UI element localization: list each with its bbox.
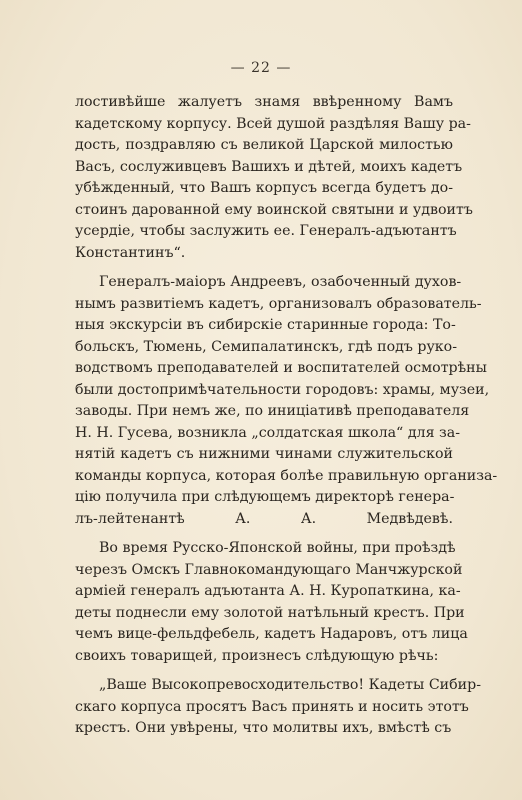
text-line: цiю получила при слѣдующемъ директорѣ генера- [75, 489, 455, 505]
text-line: Во время Русско-Японской войны, при проѣздѣ [99, 540, 456, 556]
text-line: деты поднесли ему золотой натѣльный крестъ. При [75, 604, 465, 621]
text-line: ныя экскурсiи въ сибирскiе старинные города: То- [75, 317, 456, 333]
text-line: заводы. При немъ же, по иницiативѣ преподавателя [75, 403, 470, 419]
text-line: усердiе, чтобы заслужить ее. Генералъ-адъютантъ [75, 223, 457, 239]
page-number: — 22 — [230, 60, 292, 76]
text-line: „Ваше Высокопревосходительство! Кадеты Сибир- [99, 677, 482, 693]
text-line: команды корпуса, которая болѣе правильную организа- [75, 467, 498, 484]
text-line: были достопримѣчательности городовъ: храмы, музеи, [75, 381, 490, 398]
paragraph-3 [75, 538, 468, 667]
text-line: больскъ, Тюмень, Семипалатинскъ, гдѣ подъ руко- [75, 338, 458, 355]
text-line: дость, поздравляю съ великой Царской милостью [75, 137, 453, 153]
text-line: Константинъ“. [75, 244, 186, 261]
text-line: своихъ товарищей, произнесъ слѣдующую рѣчь: [75, 647, 439, 664]
text-line: черезъ Омскъ Главнокомандующаго Манчжурской [75, 561, 463, 578]
paragraph-1 [75, 92, 473, 264]
text-line: скаго корпуса просятъ Васъ принять и носить этотъ [75, 698, 469, 715]
text-line: лостивѣйше жалуетъ знамя ввѣренному Вамъ [75, 94, 453, 110]
text-line: кадетскому корпусу. Всей душой раздѣляя Вашу ра- [75, 115, 471, 132]
text-line: лъ-лейтенантѣ А. А. Медвѣдевѣ. [75, 510, 453, 527]
text-line: Генералъ-маiоръ Андреевъ, озабоченный духов- [99, 274, 462, 290]
paragraph-2 [75, 272, 498, 530]
text-line: армiей генералъ адъютанта А. Н. Куропаткина, ка- [75, 583, 461, 599]
text-line: чемъ вице-фельдфебель, кадетъ Надаровъ, отъ лица [75, 626, 468, 642]
text-line: крестъ. Они увѣрены, что молитвы ихъ, вмѣстѣ съ [75, 720, 452, 736]
text-line: Н. Н. Гусева, возникла „солдатская школа“ для за- [75, 424, 461, 441]
text-line: Васъ, сослуживцевъ Вашихъ и дѣтей, моихъ кадетъ [75, 158, 463, 175]
paragraph-4 [75, 675, 482, 740]
text-line: нятiй кадетъ съ нижними чинами служительской [75, 446, 453, 462]
text-line: водствомъ преподавателей и воспитателей осмотрѣны [75, 360, 487, 376]
body-text [75, 92, 498, 740]
text-line: убѣжденный, что Вашъ корпусъ всегда будетъ до- [75, 180, 453, 196]
text-line: нымъ развитiемъ кадетъ, организовалъ образователь- [75, 295, 482, 312]
text-line: стоинъ дарованной ему воинской святыни и удвоитъ [75, 201, 473, 218]
